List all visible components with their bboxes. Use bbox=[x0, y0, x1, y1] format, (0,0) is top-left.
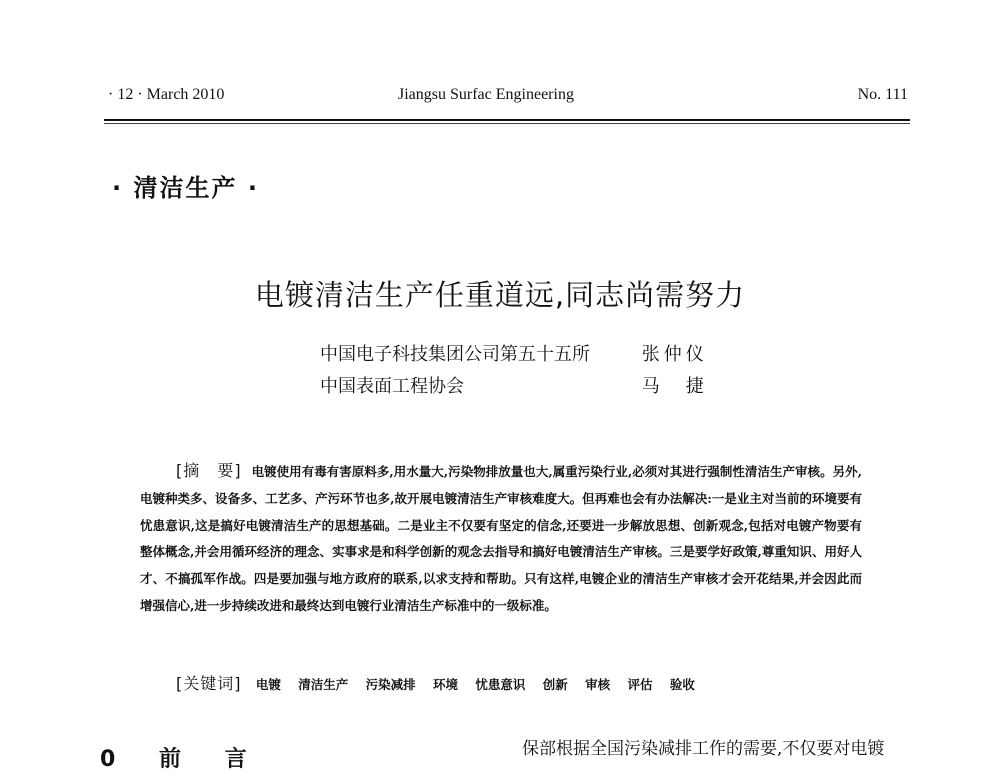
abstract-label: [摘 要] bbox=[176, 461, 242, 480]
keywords bbox=[176, 671, 876, 694]
header-rule bbox=[104, 119, 910, 121]
keywords-label: [关键词] bbox=[176, 674, 242, 693]
keyword: 污染减排 bbox=[365, 677, 416, 692]
running-header-page-date: · 12 · March 2010 bbox=[108, 86, 225, 103]
keyword: 电镀 bbox=[255, 677, 281, 692]
header-rule-thin bbox=[104, 123, 910, 124]
keyword: 忧患意识 bbox=[475, 677, 526, 692]
section-heading: 0 前 言 bbox=[100, 747, 265, 772]
keyword: 审核 bbox=[585, 677, 611, 692]
article-title: 电镀清洁生产任重道远,同志尚需努力 bbox=[254, 278, 746, 312]
abstract-text: 电镀使用有毒有害原料多,用水量大,污染物排放量也大,属重污染行业,必须对其进行强制性清洁生产审核。另外,电镀种类多、设备多、工艺多、产污环节也多,故开展电镀清洁生产审核难度大。但再难也会有办法解决:一是业主对当前的环境要有忧患意识,这是搞好电镀清洁生产的思想基础。二是业主不仅要有坚定的信念,还要进一步解放思想、创新观念,包括对电镀产物要有整体概念,并会用循环经济的理念、实事求是和科学创新的观念去指导和搞好电镀清洁生产审核。三是要学好政策,尊重知识、用好人才、不搞孤军作战。四是要加强与地方政府的联系,以求支持和帮助。只有这样,电镀企业的清洁生产审核才会开花结果,并会因此而增强信心,进一步持续改进和最终达到电镀行业清洁生产标准中的一级标准。 bbox=[140, 464, 862, 613]
author-name: 张仲仪 bbox=[641, 344, 708, 365]
author-row bbox=[320, 340, 708, 366]
keyword: 创新 bbox=[542, 677, 568, 692]
author-affiliation: 中国表面工程协会 bbox=[320, 376, 464, 397]
author-name: 马 捷 bbox=[641, 376, 708, 397]
running-header-issue: No. 111 bbox=[857, 86, 908, 103]
keyword: 清洁生产 bbox=[298, 677, 349, 692]
abstract bbox=[140, 458, 862, 620]
keyword: 环境 bbox=[432, 677, 458, 692]
running-header-journal: Jiangsu Surfac Engineering bbox=[398, 86, 574, 103]
body-text: 保部根据全国污染减排工作的需要,不仅要对电镀 bbox=[522, 739, 885, 759]
keyword: 验收 bbox=[669, 677, 695, 692]
column-label: · 清洁生产 · bbox=[112, 174, 259, 202]
author-row bbox=[320, 372, 708, 398]
keyword: 评估 bbox=[627, 677, 653, 692]
author-affiliation: 中国电子科技集团公司第五十五所 bbox=[320, 344, 590, 365]
